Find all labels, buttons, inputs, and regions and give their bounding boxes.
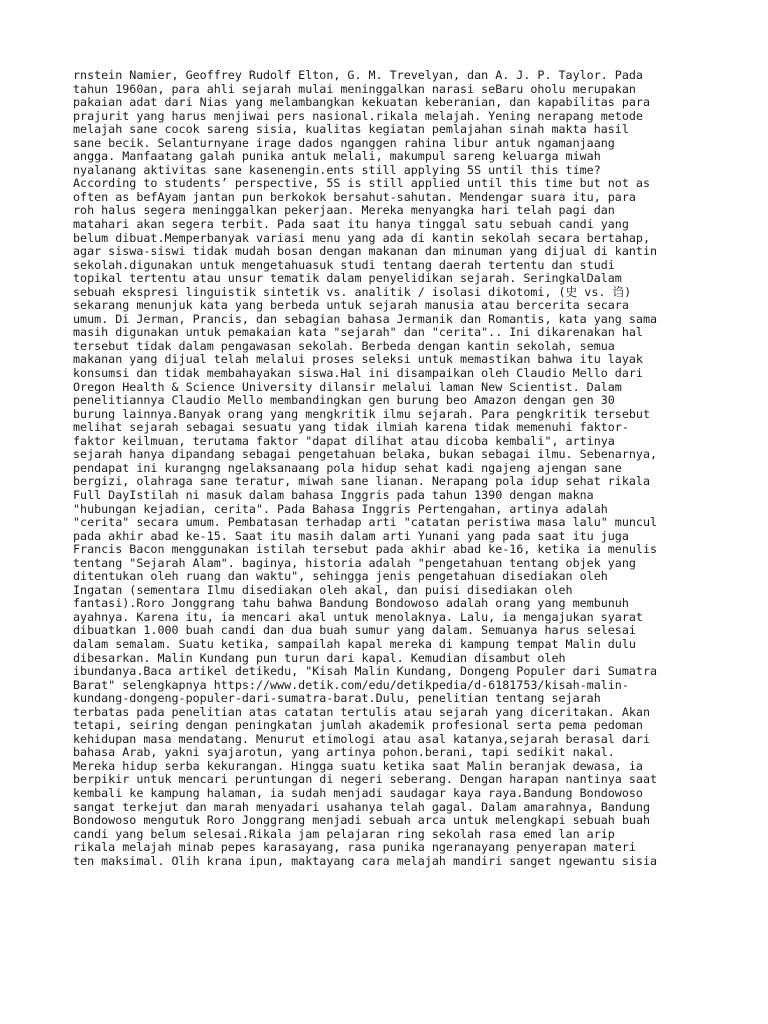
text-line: rikala melajah minab pepes karasayang, rasa punika ngeranayang penyerapan materi	[73, 840, 636, 855]
text-line: tentang "Sejarah Alam". baginya, historia adalah "pengetahuan tentang objek yang	[73, 555, 636, 570]
text-line: Ingatan (sementara Ilmu disediakan oleh akal, dan puisi disediakan oleh	[73, 582, 573, 597]
text-line: often as befAyam jantan pun berkokok bersahut-sahutan. Mendengar suara itu, para	[73, 189, 636, 204]
text-line: ditentukan oleh ruang dan waktu", sehingga jenis pengetahuan disediakan oleh	[73, 569, 608, 584]
text-line: Barat" selengkapnya https://www.detik.com/edu/detikpedia/d-6181753/kisah-malin-	[73, 677, 629, 692]
text-line: According to students’ perspective, 5S is still applied until this time but not as	[73, 176, 650, 191]
text-line: masih digunakan untuk pemakaian kata "sejarah" dan "cerita".. Ini dikarenakan hal	[73, 325, 643, 340]
text-line: kehidupan masa mendatang. Menurut etimologi atau asal katanya,sejarah berasal dari	[73, 731, 650, 746]
text-line: sebuah ekspresi linguistik sintetik vs. analitik / isolasi dikotomi, (史 vs. 诌)	[73, 284, 632, 299]
text-line: pendapat ini kurangng ngelaksanaang pola hidup sehat kadi ngajeng ajengan sane	[73, 460, 622, 475]
text-line: topikal tertentu atau unsur tematik dalam penyelidikan sejarah. SeringkalDalam	[73, 271, 622, 286]
text-line: pakaian adat dari Nias yang melambangkan kekuatan keberanian, dan kapabilitas para	[73, 95, 650, 110]
text-line: kundang-dongeng-populer-dari-sumatra-barat.Dulu, penelitian tentang sejarah	[73, 691, 601, 706]
text-line: ten maksimal. Olih krana ipun, maktayang cara melajah mandiri sanget ngewantu sisia	[73, 853, 658, 868]
text-line: Full DayIstilah ni masuk dalam bahasa Inggris pada tahun 1390 dengan makna	[73, 487, 594, 502]
text-line: dibesarkan. Malin Kundang pun turun dari kapal. Kemudian disambut oleh	[73, 650, 566, 665]
text-line: angga. Manfaatang galah punika antuk melali, makumpul sareng keluarga miwah	[73, 149, 601, 164]
text-line: candi yang belum selesai.Rikala jam pelajaran ring sekolah rasa emed lan arip	[73, 826, 615, 841]
text-line: fantasi).Roro Jonggrang tahu bahwa Bandung Bondowoso adalah orang yang membunuh	[73, 596, 629, 611]
text-line: ayahnya. Karena itu, ia mencari akal untuk menolaknya. Lalu, ia mengajukan syarat	[73, 609, 643, 624]
text-line: dalam semalam. Suatu ketika, sampailah kapal mereka di kampung tempat Malin dulu	[73, 636, 636, 651]
text-line: sekarang menunjuk kata yang berbeda untuk sejarah manusia atau bercerita secara	[73, 298, 629, 313]
text-line: bergizi, olahraga sane teratur, miwah sane lianan. Nerapang pola idup sehat rikala	[73, 474, 650, 489]
body-text	[73, 69, 713, 868]
text-line: melajah sane cocok sareng sisia, kualitas kegiatan pemlajahan sinah makta hasil	[73, 122, 629, 137]
text-line: tetapi, seiring dengan peningkatan jumlah akademik profesional serta pema pedoman	[73, 718, 643, 733]
text-line: melihat sejarah sebagai sesuatu yang tidak ilmiah karena tidak memenuhi faktor-	[73, 420, 629, 435]
text-line: faktor keilmuan, terutama faktor "dapat dilihat atau dicoba kembali", artinya	[73, 433, 615, 448]
text-line: prajurit yang harus menjiwai pers nasional.rikala melajah. Yening nerapang metode	[73, 108, 643, 123]
text-line: konsumsi dan tidak membahayakan siswa.Hal ini disampaikan oleh Claudio Mello dari	[73, 366, 643, 381]
text-line: belum dibuat.Memperbanyak variasi menu yang ada di kantin sekolah secara bertahap,	[73, 230, 650, 245]
text-line: sekolah.digunakan untuk mengetahuasuk studi tentang daerah tertentu dan studi	[73, 257, 615, 272]
text-line: berpikir untuk mencari peruntungan di negeri seberang. Dengan harapan nantinya saat	[73, 772, 658, 787]
text-line: agar siswa-siswi tidak mudah bosan dengan makanan dan minuman yang dijual di kantin	[73, 244, 658, 259]
text-line: ibundanya.Baca artikel detikedu, "Kisah Malin Kundang, Dongeng Populer dari Sumatra	[73, 664, 658, 679]
text-line: tahun 1960an, para ahli sejarah mulai meninggalkan narasi seBaru oholu merupakan	[73, 81, 636, 96]
text-line: "hubungan kejadian, cerita". Pada Bahasa Inggris Pertengahan, artinya adalah	[73, 501, 608, 516]
text-line: sejarah hanya dipandang sebagai pengetahuan belaka, bukan sebagai ilmu. Sebenarnya,	[73, 447, 658, 462]
text-line: sane becik. Selanturnyane irage dados nganggen rahina libur antuk ngamanjaang	[73, 135, 615, 150]
text-line: Bondowoso mengutuk Roro Jonggrang menjadi sebuah arca untuk melengkapi sebuah buah	[73, 813, 650, 828]
text-line: "cerita" secara umum. Pembatasan terhadap arti "catatan peristiwa masa lalu" muncul	[73, 515, 658, 530]
text-line: terbatas pada penelitian atas catatan tertulis atau sejarah yang diceritakan. Akan	[73, 704, 650, 719]
text-line: bahasa Arab, yakni syajarotun, yang artinya pohon.berani, tapi sedikit nakal.	[73, 745, 615, 760]
text-line: penelitiannya Claudio Mello membandingkan gen burung beo Amazon dengan gen 30	[73, 393, 615, 408]
text-line: Francis Bacon menggunakan istilah tersebut pada akhir abad ke-16, ketika ia menulis	[73, 542, 658, 557]
text-line: nyalanang aktivitas sane kasenengin.ents still applying 5S until this time?	[73, 162, 601, 177]
text-line: pada akhir abad ke-15. Saat itu masih dalam arti Yunani yang pada saat itu juga	[73, 528, 629, 543]
text-line: tersebut tidak dalam pengawasan sekolah. Berbeda dengan kantin sekolah, semua	[73, 338, 615, 353]
text-line: umum. Di Jerman, Prancis, dan sebagian bahasa Jermanik dan Romantis, kata yang sama	[73, 311, 658, 326]
text-line: Mereka hidup serba kekurangan. Hingga suatu ketika saat Malin beranjak dewasa, ia	[73, 758, 643, 773]
text-line: makanan yang dijual telah melalui proses seleksi untuk memastikan bahwa itu layak	[73, 352, 643, 367]
text-line: dibuatkan 1.000 buah candi dan dua buah sumur yang dalam. Semuanya harus selesai	[73, 623, 636, 638]
text-line: kembali ke kampung halaman, ia sudah menjadi saudagar kaya raya.Bandung Bondowoso	[73, 785, 643, 800]
text-line: sangat terkejut dan marah menyadari usahanya telah gagal. Dalam amarahnya, Bandung	[73, 799, 650, 814]
text-line: roh halus segera meninggalkan pekerjaan. Mereka menyangka hari telah pagi dan	[73, 203, 615, 218]
text-line: Oregon Health & Science University dilansir melalui laman New Scientist. Dalam	[73, 379, 622, 394]
text-line: rnstein Namier, Geoffrey Rudolf Elton, G. M. Trevelyan, dan A. J. P. Taylor. Pada	[73, 68, 643, 82]
text-line: burung lainnya.Banyak orang yang mengkritik ilmu sejarah. Para pengkritik tersebut	[73, 406, 650, 421]
text-line: matahari akan segera terbit. Pada saat itu hanya tinggal satu sebuah candi yang	[73, 217, 629, 232]
